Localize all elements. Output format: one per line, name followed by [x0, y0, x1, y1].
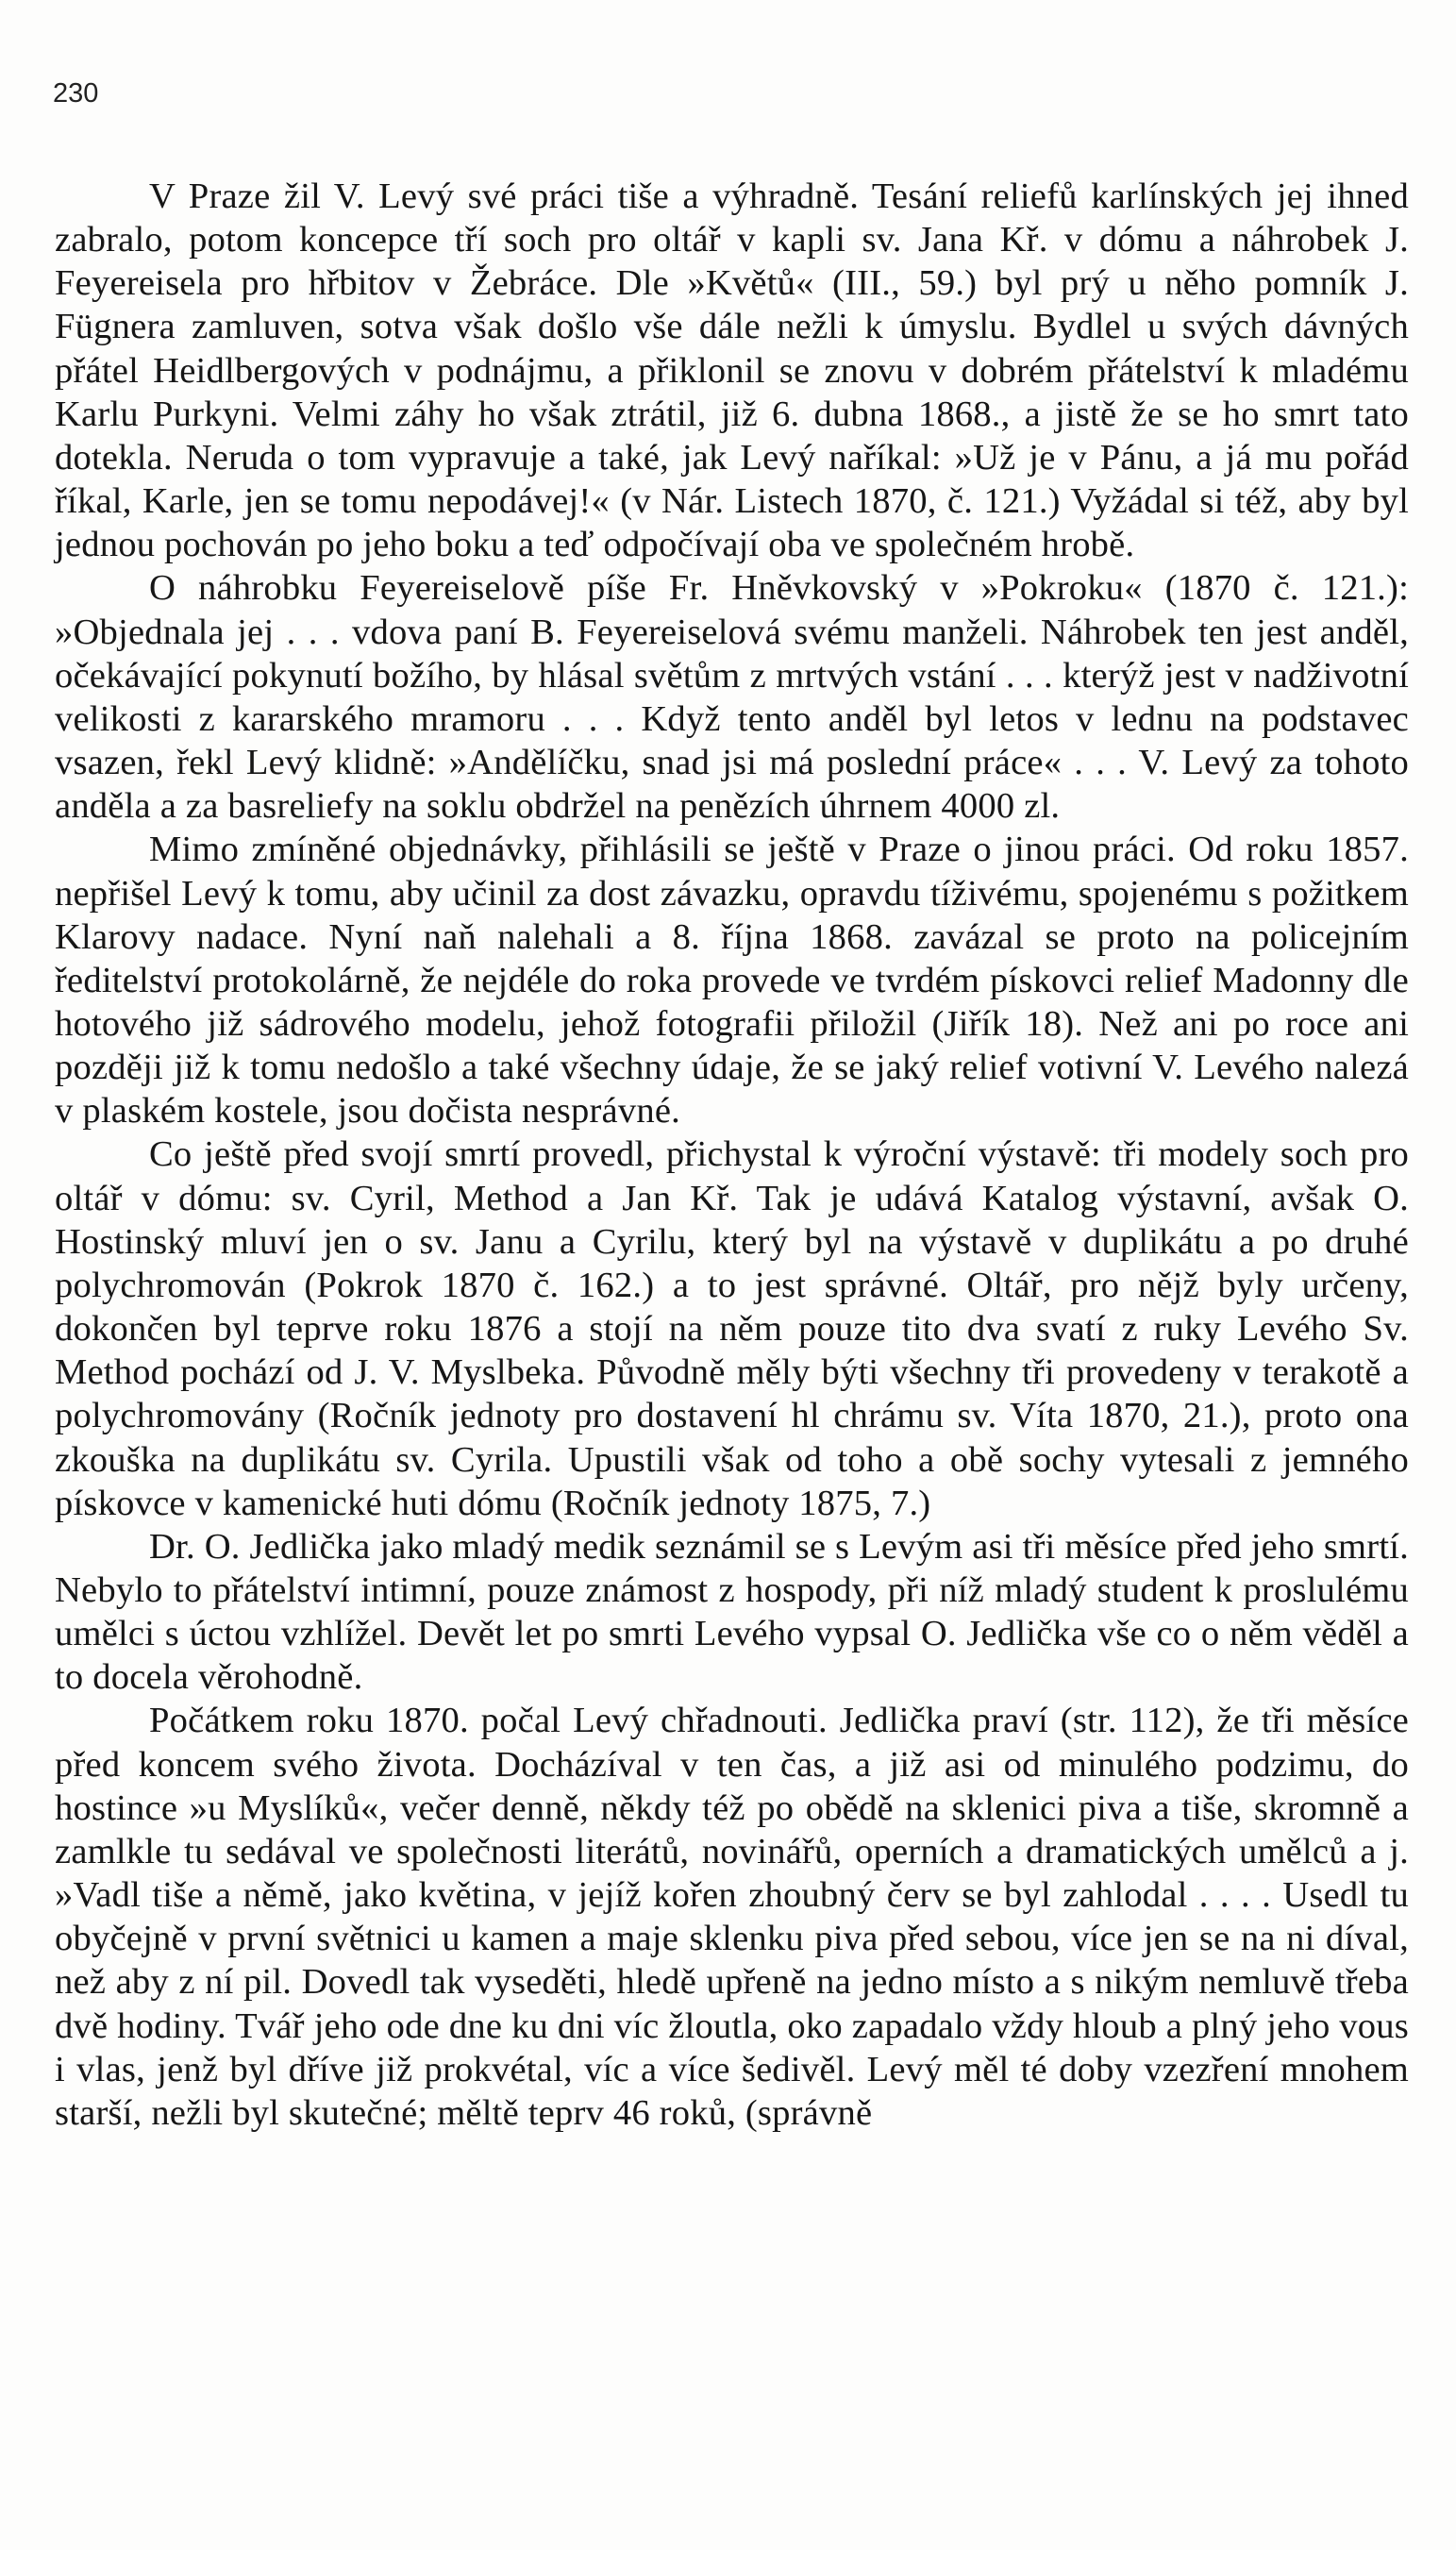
paragraph-3: Mimo zmíněné objednávky, přihlásili se ještě v Praze o jinou práci. Od roku 1857. nepřišel Levý k tomu, aby učinil za dost závazku, opravdu tíživému, spojenému s požitkem Klarovy nadace. Nyní naň nalehali a 8. října 1868. zavázal se proto na policejním ředitelství protokolárně, že nejdéle do roka provede ve tvrdém pískovci relief Madonny dle hotového již sádrového modelu, jehož fotografii přiložil (Jiřík 18). Než ani po roce ani později již k tomu nedošlo a také všechny údaje, že se jaký relief votivní V. Levého nalezá v plaském kostele, jsou dočista nesprávné. [55, 830, 1409, 1132]
body-text [55, 175, 1409, 2135]
paragraph-1: V Praze žil V. Levý své práci tiše a výhradně. Tesání reliefů karlínských jej ihned zabralo, potom koncepce tří soch pro oltář v kapli sv. Jana Kř. v dómu a náhrobek J. Feyereisela pro hřbitov v Žebráce. Dle »Květů« (III., 59.) byl prý u něho pomník J. Fügnera zamluven, sotva však došlo vše dále nežli k úmyslu. Bydlel u svých dávných přátel Heidlbergových v podnájmu, a přiklonil se znovu v dobrém přátelství k mladému Karlu Purkyni. Velmi záhy ho však ztrátil, již 6. dubna 1868., a jistě že se ho smrt tato dotekla. Neruda o tom vypravuje a také, jak Levý naříkal: »Už je v Pánu, a já mu pořád říkal, Karle, jen se tomu nepodávej!« (v Nár. Listech 1870, č. 121.) Vyžádal si též, aby byl jednou pochován po jeho boku a teď odpočívají oba ve společném hrobě. [55, 176, 1409, 565]
paragraph-5: Dr. O. Jedlička jako mladý medik seznámil se s Levým asi tři měsíce před jeho smrtí. Nebylo to přátelství intimní, pouze známost z hospody, při níž mladý student k proslulému umělci s úctou vzhlížel. Devět let po smrti Levého vypsal O. Jedlička vše co o něm věděl a to docela věrohodně. [55, 1526, 1409, 1698]
paragraph-6: Počátkem roku 1870. počal Levý chřadnouti. Jedlička praví (str. 112), že tři měsíce před koncem svého života. Docházíval v ten čas, a již asi od minulého podzimu, do hostince »u Myslíků«, večer denně, někdy též po obědě na sklenici piva a tiše, skromně a zamlkle tu sedával ve společnosti literátů, novinářů, operních a dramatických umělců a j. »Vadl tiše a němě, jako květina, v jejíž kořen zhoubný červ se byl zahlodal . . . . Usedl tu obyčejně v první světnici u kamen a maje sklenku piva před sebou, více jen se na ni díval, než aby z ní pil. Dovedl tak vyseděti, hledě upřeně na jedno místo a s nikým nemluvě třeba dvě hodiny. Tvář jeho ode dne ku dni víc žloutla, oko zapadalo vždy hloub a plný jeho vous i vlas, jenž byl dříve již prokvétal, víc a více šedivěl. Levý měl té doby vzezření mnohem starší, nežli byl skutečné; měltě teprv 46 roků, (správně [55, 1701, 1409, 2133]
page-number: 230 [53, 78, 99, 109]
paragraph-2: O náhrobku Feyereiselově píše Fr. Hněvkovský v »Pokroku« (1870 č. 121.): »Objednala jej . . . vdova paní B. Feyereiselová svému manželi. Náhrobek ten jest anděl, očekávající pokynutí božího, by hlásal světům z mrtvých vstání . . . kterýž jest v nadživotní velikosti z kararského mramoru . . . Když tento anděl byl letos v lednu na podstavec vsazen, řekl Levý klidně: »Andělíčku, snad jsi má poslední práce« . . . V. Levý za tohoto anděla a za basreliefy na soklu obdržel na penězích úhrnem 4000 zl. [55, 568, 1409, 827]
paragraph-4: Co ještě před svojí smrtí provedl, přichystal k výroční výstavě: tři modely soch pro oltář v dómu: sv. Cyril, Method a Jan Kř. Tak je udává Katalog výstavní, avšak O. Hostinský mluví jen o sv. Janu a Cyrilu, který byl na výstavě v duplikátu a po druhé polychromován (Pokrok 1870 č. 162.) a to jest správné. Oltář, pro nějž byly určeny, dokončen byl teprve roku 1876 a stojí na něm pouze tito dva svatí z ruky Levého Sv. Method pochází od J. V. Myslbeka. Původně měly býti všechny tři provedeny v terakotě a polychromovány (Ročník jednoty pro dostavení hl chrámu sv. Víta 1870, 21.), proto ona zkouška na duplikátu sv. Cyrila. Upustili však od toho a obě sochy vytesali z jemného pískovce v kamenické huti dómu (Ročník jednoty 1875, 7.) [55, 1134, 1409, 1523]
